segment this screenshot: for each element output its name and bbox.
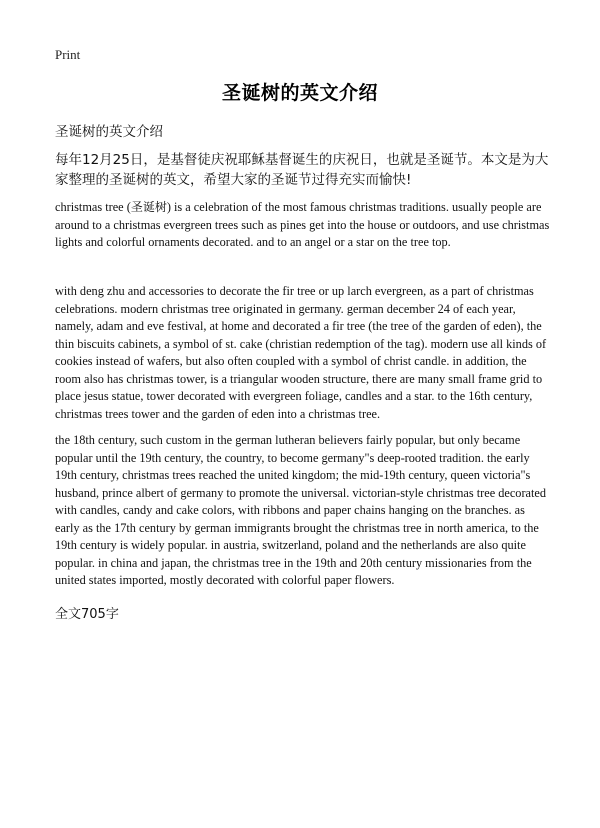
page-title: 圣诞树的英文介绍 [221, 82, 378, 104]
body-paragraph-2: with deng zhu and accessories to decorate the fir tree or up larch evergreen, as a part of christmas celebrations. modern christmas tree originated in germany. german december 24 of each year, namely, adam and eve festival, at home and decorated a fir tree (the tree of the garden of eden), the thin biscuits cabinets, a symbol of st. cake (christian redemption of the tag). modern use all kinds of cookies instead of wafers, but also often coupled with a symbol of christ candle. in addition, the room also has christmas tower, is a triangular wooden structure, there are many small frame grid to place jesus statue, tower decorated with evergreen foliage, candles and a star. to the 16th century, christmas trees tower and the garden of eden into a christmas tree. [55, 284, 547, 421]
paragraph-1-chinese-term: 圣诞树 [130, 200, 167, 214]
print-link[interactable]: Print [55, 47, 81, 62]
word-count: 全文705字 [55, 607, 119, 622]
document-subtitle: 圣诞树的英文介绍 [55, 124, 163, 140]
body-paragraph-3: the 18th century, such custom in the german lutheran believers fairly popular, but only became popular until the 19th century, the country, to become germany"s deep-rooted tradition. the early 19th century, christmas trees reached the united kingdom; the mid-19th century, queen victoria"s husband, prince albert of germany to promote the universal. victorian-style christmas tree decorated with candles, candy and cake colors, with ribbons and paper chains hanging on the branches. as early as the 17th century by german immigrants brought the christmas tree in north america, to the 19th century is widely popular. in austria, switzerland, poland and the netherlands are also quite popular. in china and japan, the christmas tree in the 19th and 20th century missionaries from the united states imported, mostly decorated with colorful paper flowers. [55, 433, 547, 587]
paragraph-1-start: christmas tree ( [55, 200, 131, 214]
intro-paragraph: 每年12月25日，是基督徒庆祝耶稣基督诞生的庆祝日，也就是圣诞节。本文是为大家整理的圣诞树的英文，希望大家的圣诞节过得充实而愉快! [55, 152, 549, 188]
paragraph-1-rest: ) is a celebration of the most famous christmas traditions. usually people are around to a christmas evergreen trees such as pines get into the house or outdoors, and use christmas lights and colorful ornaments decorated. and to an angel or a star on the tree top. [55, 200, 550, 249]
body-paragraph-1 [55, 199, 551, 252]
